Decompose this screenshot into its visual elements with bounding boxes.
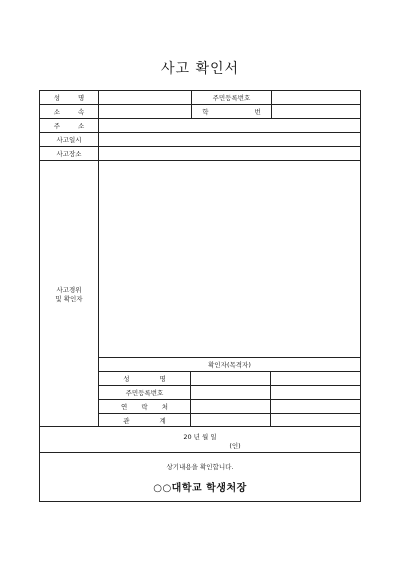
address-label: 주 소: [40, 119, 99, 132]
date-line: 20 년 월 일: [183, 433, 217, 441]
row-accident-place: [40, 147, 360, 161]
witness-rrn-field[interactable]: [191, 386, 270, 399]
details-section: [40, 161, 360, 427]
row-accident-date: [40, 133, 360, 147]
witness-relation-field[interactable]: [191, 414, 270, 427]
details-label: [40, 161, 99, 426]
department-field[interactable]: [99, 105, 192, 118]
witness-relation-label: 관 계: [123, 416, 180, 425]
details-label-line1: 사고경위: [56, 285, 82, 294]
accident-place-field[interactable]: [99, 147, 360, 160]
name-field[interactable]: [99, 91, 192, 104]
row-address: [40, 119, 360, 133]
confirmation-section: [40, 453, 360, 501]
witness-rrn-label: 주민등록번호: [125, 388, 164, 397]
rrn-label: 주민등록번호: [192, 91, 272, 104]
rrn-field[interactable]: [272, 91, 360, 104]
confirmation-text: 상기내용을 확인합니다.: [166, 463, 234, 471]
date-section: [40, 427, 360, 453]
accident-date-field[interactable]: [99, 133, 360, 146]
student-number-label: 학 번: [192, 105, 272, 118]
issuer-signature: ○○대학교 학생처장: [153, 483, 247, 494]
details-label-line2: 및 확인자: [55, 294, 83, 303]
address-field[interactable]: [99, 119, 360, 132]
witness-contact-label: 연 락 처: [121, 402, 174, 411]
witness-name-field[interactable]: [191, 372, 270, 385]
witness-header: 확인자(목격자): [208, 360, 251, 369]
accident-place-label: 사고장소: [40, 147, 99, 160]
accident-form: [39, 90, 361, 502]
row-department: [40, 105, 360, 119]
document-title: 사고 확인서: [160, 61, 240, 77]
witness-name-label: 성 명: [123, 374, 180, 383]
details-text-area[interactable]: [99, 161, 360, 357]
seal-mark: (인): [229, 442, 241, 450]
details-body: [99, 161, 360, 426]
department-label: 소 속: [40, 105, 99, 118]
name-label: 성 명: [40, 91, 99, 104]
student-number-field[interactable]: [272, 105, 360, 118]
row-name: [40, 91, 360, 105]
divider: [270, 371, 271, 427]
accident-date-label: 사고일시: [40, 133, 99, 146]
witness-contact-field[interactable]: [191, 400, 270, 413]
